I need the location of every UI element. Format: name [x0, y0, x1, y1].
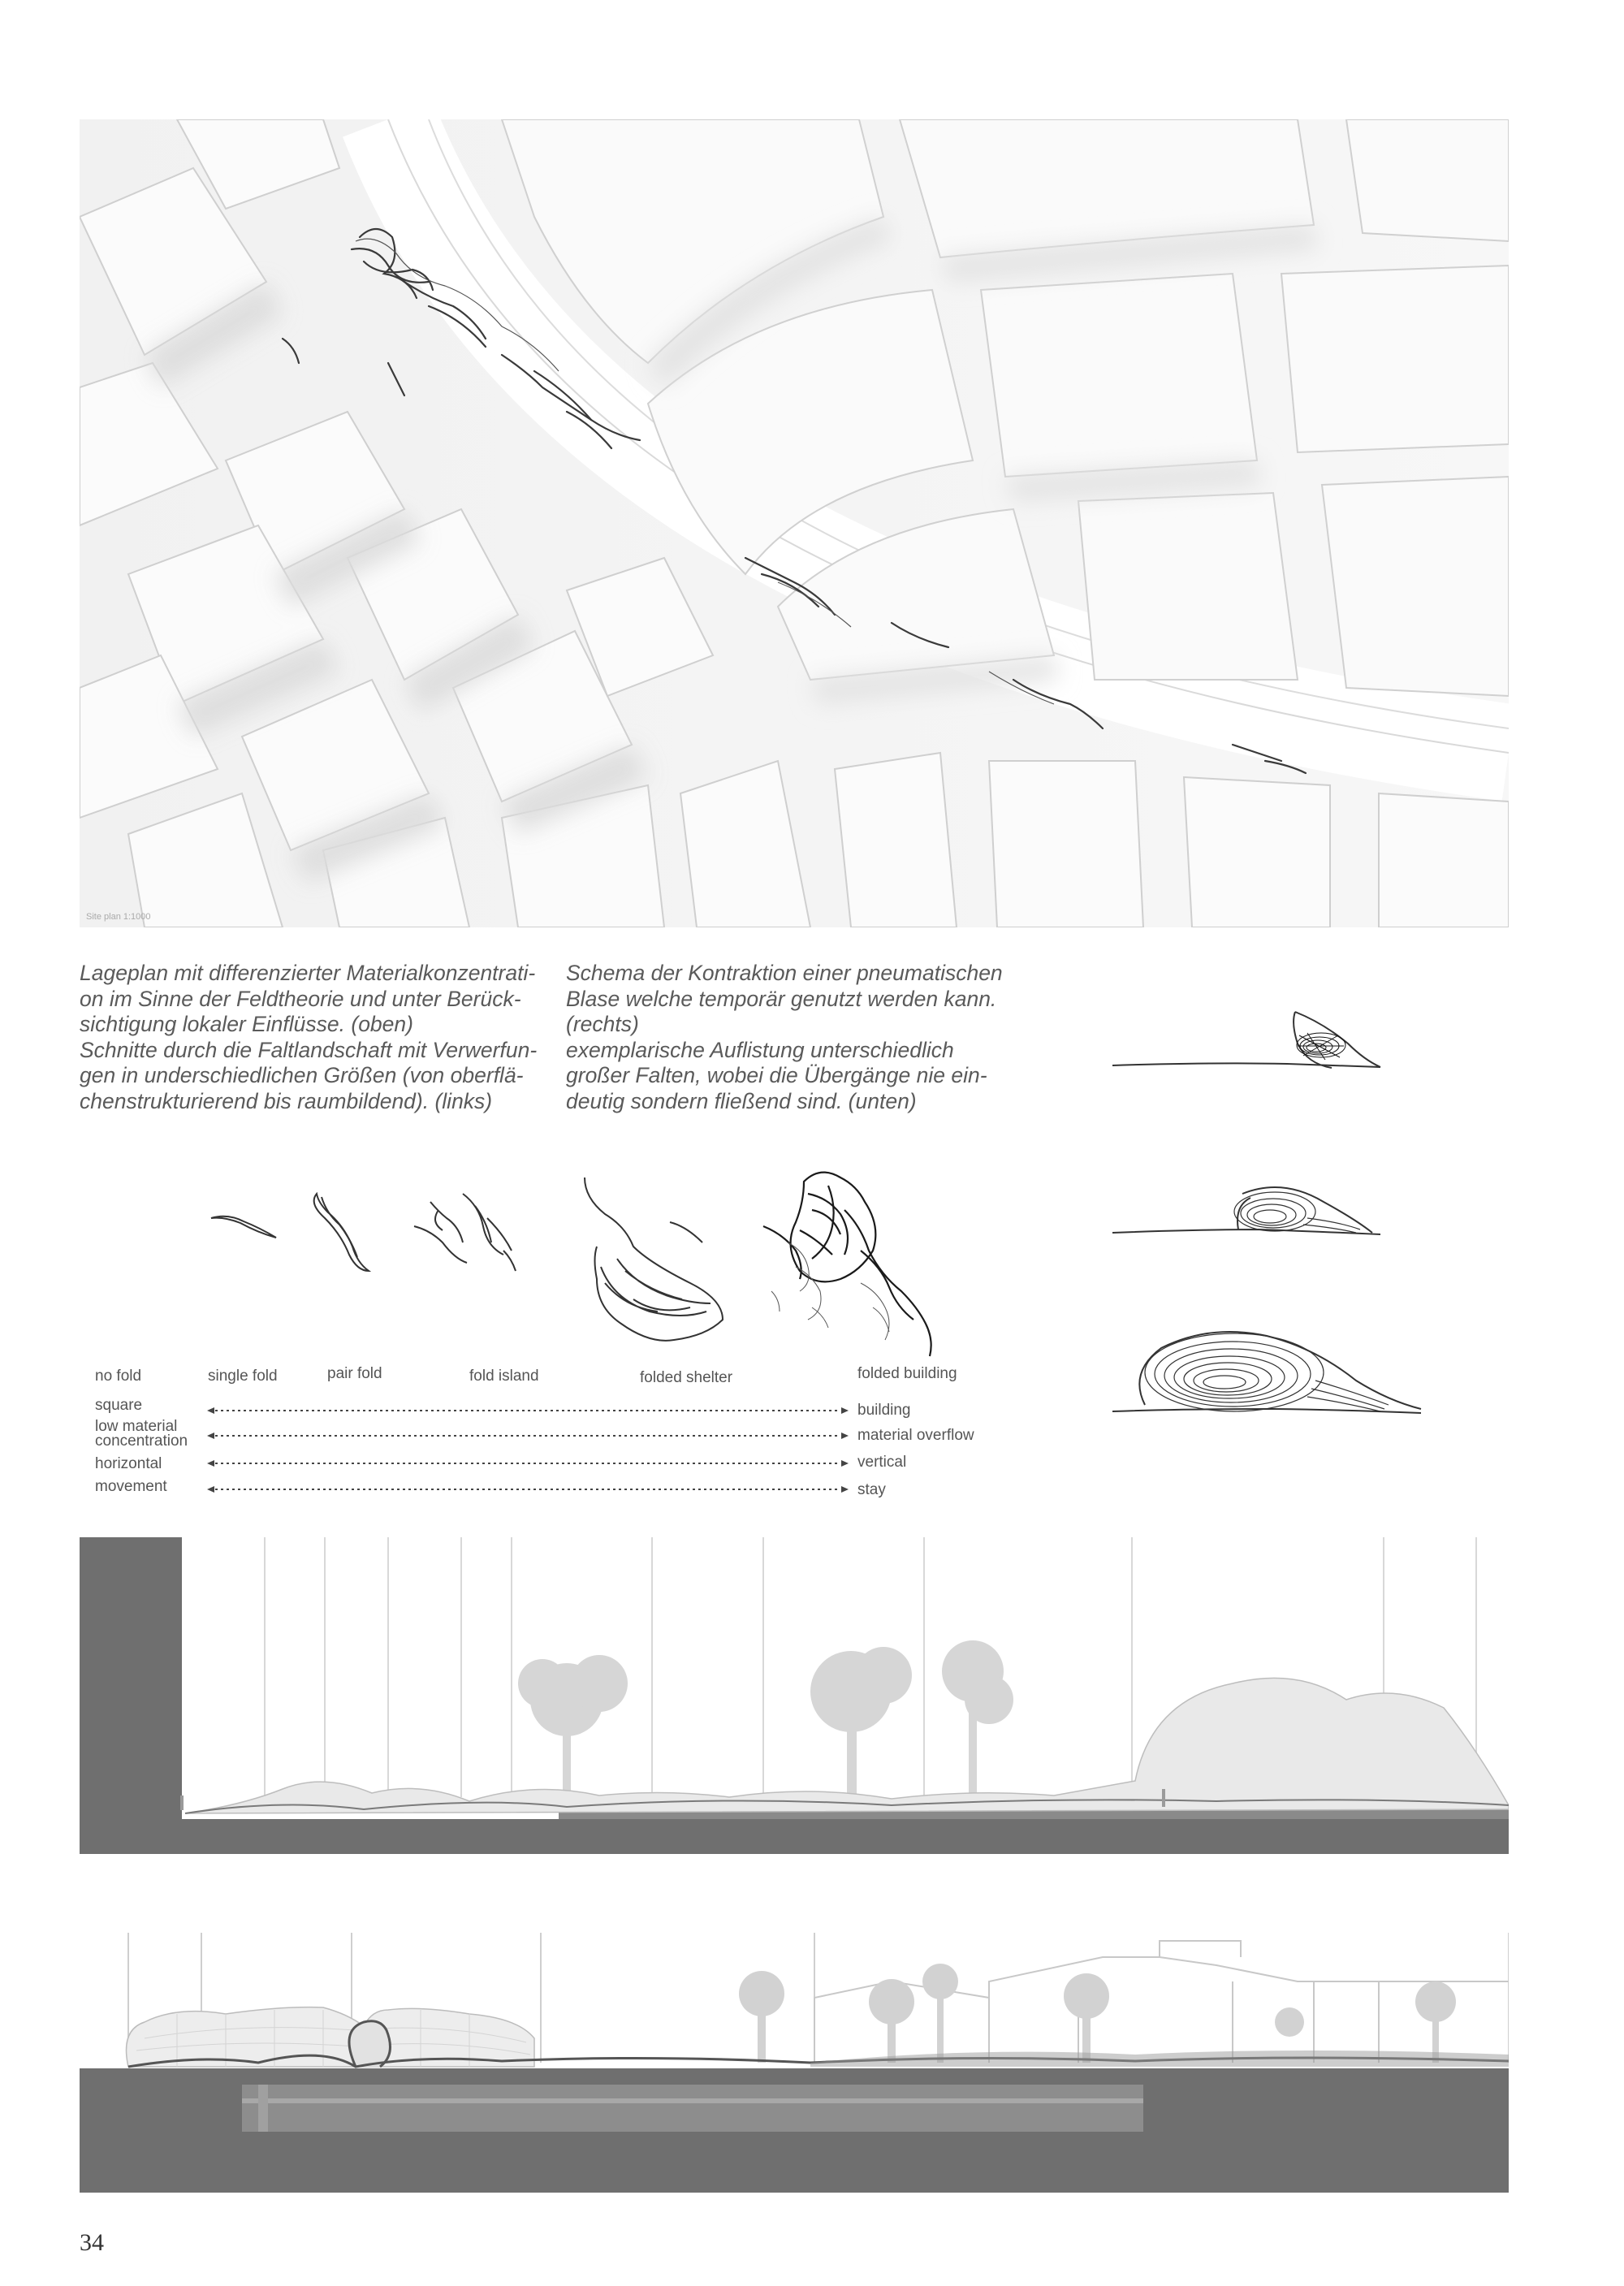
scale-right-building: building [857, 1402, 911, 1419]
caption-left [80, 961, 538, 1114]
caption-line: sichtigung lokaler Einflüsse. (oben) [80, 1012, 413, 1036]
fold-type-fold-island: fold island [469, 1368, 539, 1385]
fold-type-folded-building: folded building [857, 1365, 957, 1382]
scale-right-stay: stay [857, 1481, 886, 1498]
page-number: 34 [80, 2229, 104, 2256]
caption-line: chenstrukturierend bis raumbildend). (links) [80, 1088, 493, 1113]
caption-line: (rechts) [566, 1012, 639, 1036]
fold-type-pair-fold: pair fold [327, 1365, 382, 1382]
site-plan-scale-note: Site plan 1:1000 [86, 912, 151, 922]
caption-line: Blase welche temporär genutzt werden kann. [566, 986, 997, 1011]
caption-line: gen in underschiedlichen Größen (von oberflä- [80, 1063, 524, 1087]
section-drawing-2 [80, 1933, 1509, 2193]
fold-type-single-fold: single fold [208, 1368, 278, 1385]
scale-right-material-overflow: material overflow [857, 1427, 974, 1444]
fold-type-no-fold: no fold [95, 1368, 142, 1385]
scale-right-vertical: vertical [857, 1454, 907, 1471]
scale-left-material: low material concentration [95, 1418, 188, 1450]
caption-line: großer Falten, wobei die Übergänge nie ein- [566, 1063, 987, 1087]
caption-line: Lageplan mit differenzierter Materialkonzentrati- [80, 961, 536, 985]
caption-line: on im Sinne der Feldtheorie und unter Berück- [80, 986, 521, 1011]
caption-line: deutig sondern fließend sind. (unten) [566, 1088, 917, 1113]
fold-sketches [195, 1161, 1023, 1364]
scale-left-movement: movement [95, 1478, 167, 1495]
caption-right [566, 961, 1021, 1114]
scale-left-square: square [95, 1397, 143, 1414]
caption-line: exemplarische Auflistung unterschiedlich [566, 1037, 954, 1062]
site-plan-image [80, 119, 1509, 927]
scale-left-horizontal: horizontal [95, 1455, 162, 1472]
bubble-schemes [1112, 999, 1437, 1454]
caption-line: Schema der Kontraktion einer pneumatischen [566, 961, 1003, 985]
caption-line: Schnitte durch die Faltlandschaft mit Verwerfun- [80, 1037, 538, 1062]
fold-type-folded-shelter: folded shelter [640, 1369, 733, 1386]
scale-arrows [207, 1401, 849, 1498]
section-drawing-1 [80, 1537, 1509, 1854]
